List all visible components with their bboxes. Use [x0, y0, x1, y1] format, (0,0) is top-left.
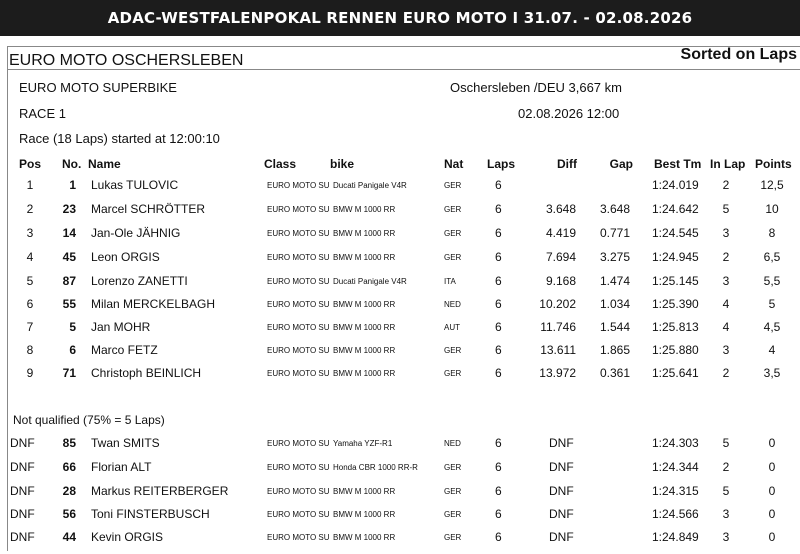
- laps-cell: 6: [495, 297, 502, 311]
- best-time-cell: 1:25.880: [652, 343, 699, 357]
- nat-cell: GER: [444, 229, 462, 238]
- pos-cell: DNF: [10, 460, 35, 474]
- result-row: [0, 178, 800, 202]
- laps-cell: 6: [495, 484, 502, 498]
- result-row: [0, 320, 800, 344]
- inlap-cell: 3: [722, 274, 730, 288]
- laps-cell: 6: [495, 460, 502, 474]
- name-cell: Lorenzo ZANETTI: [91, 274, 188, 288]
- nat-cell: NED: [444, 300, 461, 309]
- col-header-bike: bike: [330, 157, 355, 171]
- bike-cell: Honda CBR 1000 RR-R: [333, 463, 418, 472]
- class-cell: EURO MOTO SU: [267, 181, 330, 190]
- number-cell: 66: [62, 460, 76, 474]
- number-cell: 71: [62, 366, 76, 380]
- result-row: [0, 250, 800, 274]
- dnf-row: [0, 460, 800, 484]
- pos-cell: 4: [26, 250, 34, 264]
- inlap-cell: 3: [722, 226, 730, 240]
- class-cell: EURO MOTO SU: [267, 510, 330, 519]
- points-cell: 10: [765, 202, 779, 216]
- diff-cell: 4.419: [545, 226, 576, 240]
- best-time-cell: 1:25.813: [652, 320, 699, 334]
- number-cell: 14: [62, 226, 76, 240]
- nat-cell: GER: [444, 463, 462, 472]
- nat-cell: AUT: [444, 323, 460, 332]
- track-label: Oschersleben /DEU 3,667 km: [450, 80, 622, 95]
- name-cell: Jan-Ole JÄHNIG: [91, 226, 181, 240]
- col-header-inlap: In Lap: [710, 157, 746, 171]
- best-time-cell: 1:24.545: [652, 226, 699, 240]
- class-cell: EURO MOTO SU: [267, 463, 330, 472]
- class-cell: EURO MOTO SU: [267, 229, 330, 238]
- gap-cell: 3.275: [599, 250, 630, 264]
- race-label: RACE 1: [19, 106, 66, 121]
- diff-cell: DNF: [549, 460, 574, 474]
- number-cell: 28: [62, 484, 76, 498]
- name-cell: Christoph BEINLICH: [91, 366, 202, 380]
- number-cell: 56: [62, 507, 76, 521]
- best-time-cell: 1:24.344: [652, 460, 699, 474]
- number-cell: 44: [62, 530, 76, 544]
- pos-cell: DNF: [10, 436, 35, 450]
- best-time-cell: 1:25.390: [652, 297, 699, 311]
- laps-cell: 6: [495, 343, 502, 357]
- name-cell: Lukas TULOVIC: [91, 178, 179, 192]
- diff-cell: 13.972: [539, 366, 576, 380]
- name-cell: Marco FETZ: [91, 343, 158, 357]
- points-cell: 0: [768, 530, 776, 544]
- number-cell: 55: [62, 297, 76, 311]
- divider: [7, 69, 800, 70]
- points-cell: 5: [768, 297, 776, 311]
- venue-title: EURO MOTO OSCHERSLEBEN: [9, 52, 244, 69]
- pos-cell: 8: [26, 343, 34, 357]
- dnf-row: [0, 436, 800, 460]
- laps-cell: 6: [495, 507, 502, 521]
- nat-cell: GER: [444, 346, 462, 355]
- col-header-nat: Nat: [444, 157, 464, 171]
- class-cell: EURO MOTO SU: [267, 487, 330, 496]
- class-cell: EURO MOTO SU: [267, 205, 330, 214]
- inlap-cell: 3: [722, 530, 730, 544]
- bike-cell: BMW M 1000 RR: [333, 346, 396, 355]
- best-time-cell: 1:24.642: [652, 202, 699, 216]
- col-header-class: Class: [264, 157, 297, 171]
- bike-cell: BMW M 1000 RR: [333, 323, 396, 332]
- result-row: [0, 202, 800, 226]
- number-cell: 85: [62, 436, 76, 450]
- col-header-pos: Pos: [19, 157, 42, 171]
- pos-cell: DNF: [10, 530, 35, 544]
- number-cell: 5: [69, 320, 76, 334]
- points-cell: 0: [768, 460, 776, 474]
- points-cell: 0: [768, 436, 776, 450]
- laps-cell: 6: [495, 320, 502, 334]
- col-header-name: Name: [88, 157, 121, 171]
- pos-cell: 6: [26, 297, 34, 311]
- diff-cell: 13.611: [540, 343, 576, 357]
- laps-cell: 6: [495, 178, 502, 192]
- col-header-gap: Gap: [609, 157, 633, 171]
- diff-cell: DNF: [549, 436, 574, 450]
- laps-cell: 6: [495, 436, 502, 450]
- bike-cell: BMW M 1000 RR: [333, 510, 396, 519]
- pos-cell: 3: [26, 226, 34, 240]
- class-cell: EURO MOTO SU: [267, 439, 330, 448]
- points-cell: 3,5: [763, 366, 781, 380]
- nat-cell: GER: [444, 181, 462, 190]
- gap-cell: 1.474: [599, 274, 630, 288]
- inlap-cell: 4: [722, 297, 730, 311]
- gap-cell: 1.544: [599, 320, 630, 334]
- race-start-info: Race (18 Laps) started at 12:00:10: [19, 131, 220, 146]
- name-cell: Kevin ORGIS: [91, 530, 164, 544]
- bike-cell: Yamaha YZF-R1: [333, 439, 393, 448]
- name-cell: Marcel SCHRÖTTER: [91, 202, 206, 216]
- nat-cell: GER: [444, 369, 462, 378]
- inlap-cell: 2: [722, 178, 730, 192]
- name-cell: Markus REITERBERGER: [91, 484, 229, 498]
- class-cell: EURO MOTO SU: [267, 346, 330, 355]
- gap-cell: 0.361: [599, 366, 630, 380]
- nat-cell: GER: [444, 533, 462, 542]
- bike-cell: Ducati Panigale V4R: [333, 277, 407, 286]
- gap-cell: 1.865: [599, 343, 630, 357]
- name-cell: Twan SMITS: [91, 436, 160, 450]
- name-cell: Milan MERCKELBAGH: [91, 297, 216, 311]
- points-cell: 0: [768, 507, 776, 521]
- bike-cell: BMW M 1000 RR: [333, 205, 396, 214]
- result-row: [0, 226, 800, 250]
- best-time-cell: 1:24.019: [652, 178, 699, 192]
- laps-cell: 6: [495, 226, 502, 240]
- number-cell: 6: [69, 343, 76, 357]
- bike-cell: BMW M 1000 RR: [333, 533, 396, 542]
- pos-cell: 9: [26, 366, 34, 380]
- bike-cell: BMW M 1000 RR: [333, 300, 396, 309]
- points-cell: 6,5: [763, 250, 781, 264]
- inlap-cell: 5: [722, 202, 730, 216]
- nat-cell: ITA: [444, 277, 456, 286]
- bike-cell: BMW M 1000 RR: [333, 487, 396, 496]
- best-time-cell: 1:24.945: [652, 250, 699, 264]
- points-cell: 12,5: [760, 178, 784, 192]
- diff-cell: 9.168: [545, 274, 576, 288]
- inlap-cell: 5: [722, 436, 730, 450]
- result-row: [0, 274, 800, 298]
- laps-cell: 6: [495, 274, 502, 288]
- class-cell: EURO MOTO SU: [267, 300, 330, 309]
- number-cell: 1: [69, 178, 76, 192]
- points-cell: 4,5: [763, 320, 781, 334]
- best-time-cell: 1:24.303: [652, 436, 699, 450]
- diff-cell: 10.202: [539, 297, 576, 311]
- gap-cell: 1.034: [599, 297, 630, 311]
- inlap-cell: 4: [722, 320, 730, 334]
- bike-cell: BMW M 1000 RR: [333, 369, 396, 378]
- name-cell: Florian ALT: [91, 460, 152, 474]
- col-header-points: Points: [755, 157, 792, 171]
- bike-cell: BMW M 1000 RR: [333, 253, 396, 262]
- bike-cell: BMW M 1000 RR: [333, 229, 396, 238]
- pos-cell: 1: [26, 178, 34, 192]
- inlap-cell: 3: [722, 507, 730, 521]
- gap-cell: 3.648: [599, 202, 630, 216]
- diff-cell: 3.648: [545, 202, 576, 216]
- sort-label: Sorted on Laps: [680, 46, 797, 63]
- col-header-best: Best Tm: [654, 157, 702, 171]
- class-cell: EURO MOTO SU: [267, 533, 330, 542]
- inlap-cell: 2: [722, 460, 730, 474]
- best-time-cell: 1:24.566: [652, 507, 699, 521]
- result-row: [0, 343, 800, 367]
- col-header-no: No.: [62, 157, 82, 171]
- best-time-cell: 1:25.641: [652, 366, 699, 380]
- diff-cell: 11.746: [540, 320, 576, 334]
- class-cell: EURO MOTO SU: [267, 369, 330, 378]
- class-cell: EURO MOTO SU: [267, 253, 330, 262]
- name-cell: Toni FINSTERBUSCH: [91, 507, 210, 521]
- dnf-row: [0, 507, 800, 531]
- col-header-laps: Laps: [487, 157, 516, 171]
- pos-cell: DNF: [10, 484, 35, 498]
- result-row: [0, 297, 800, 321]
- race-datetime: 02.08.2026 12:00: [518, 106, 620, 121]
- nat-cell: GER: [444, 205, 462, 214]
- inlap-cell: 2: [722, 250, 730, 264]
- result-row: [0, 366, 800, 390]
- best-time-cell: 1:24.315: [652, 484, 699, 498]
- dnf-row: [0, 530, 800, 554]
- points-cell: 8: [768, 226, 776, 240]
- best-time-cell: 1:24.849: [652, 530, 699, 544]
- bike-cell: Ducati Panigale V4R: [333, 181, 407, 190]
- diff-cell: DNF: [549, 507, 574, 521]
- best-time-cell: 1:25.145: [652, 274, 699, 288]
- points-cell: 4: [768, 343, 776, 357]
- pos-cell: 2: [26, 202, 34, 216]
- number-cell: 23: [62, 202, 76, 216]
- points-cell: 0: [768, 484, 776, 498]
- number-cell: 87: [62, 274, 76, 288]
- laps-cell: 6: [495, 202, 502, 216]
- laps-cell: 6: [495, 530, 502, 544]
- inlap-cell: 5: [722, 484, 730, 498]
- nat-cell: NED: [444, 439, 461, 448]
- inlap-cell: 3: [722, 343, 730, 357]
- category-label: EURO MOTO SUPERBIKE: [19, 80, 177, 95]
- name-cell: Leon ORGIS: [91, 250, 160, 264]
- diff-cell: DNF: [549, 484, 574, 498]
- number-cell: 45: [62, 250, 76, 264]
- gap-cell: 0.771: [599, 226, 630, 240]
- laps-cell: 6: [495, 366, 502, 380]
- col-header-diff: Diff: [557, 157, 577, 171]
- laps-cell: 6: [495, 250, 502, 264]
- points-cell: 5,5: [763, 274, 781, 288]
- pos-cell: 7: [26, 320, 34, 334]
- nat-cell: GER: [444, 487, 462, 496]
- class-cell: EURO MOTO SU: [267, 323, 330, 332]
- dnf-row: [0, 484, 800, 508]
- page-header-title: ADAC-WESTFALENPOKAL RENNEN EURO MOTO I 31.07. - 02.08.2026: [0, 0, 800, 36]
- pos-cell: 5: [26, 274, 34, 288]
- diff-cell: DNF: [549, 530, 574, 544]
- nat-cell: GER: [444, 510, 462, 519]
- diff-cell: 7.694: [545, 250, 576, 264]
- name-cell: Jan MOHR: [91, 320, 151, 334]
- nat-cell: GER: [444, 253, 462, 262]
- inlap-cell: 2: [722, 366, 730, 380]
- not-qualified-label: Not qualified (75% = 5 Laps): [13, 413, 165, 427]
- pos-cell: DNF: [10, 507, 35, 521]
- class-cell: EURO MOTO SU: [267, 277, 330, 286]
